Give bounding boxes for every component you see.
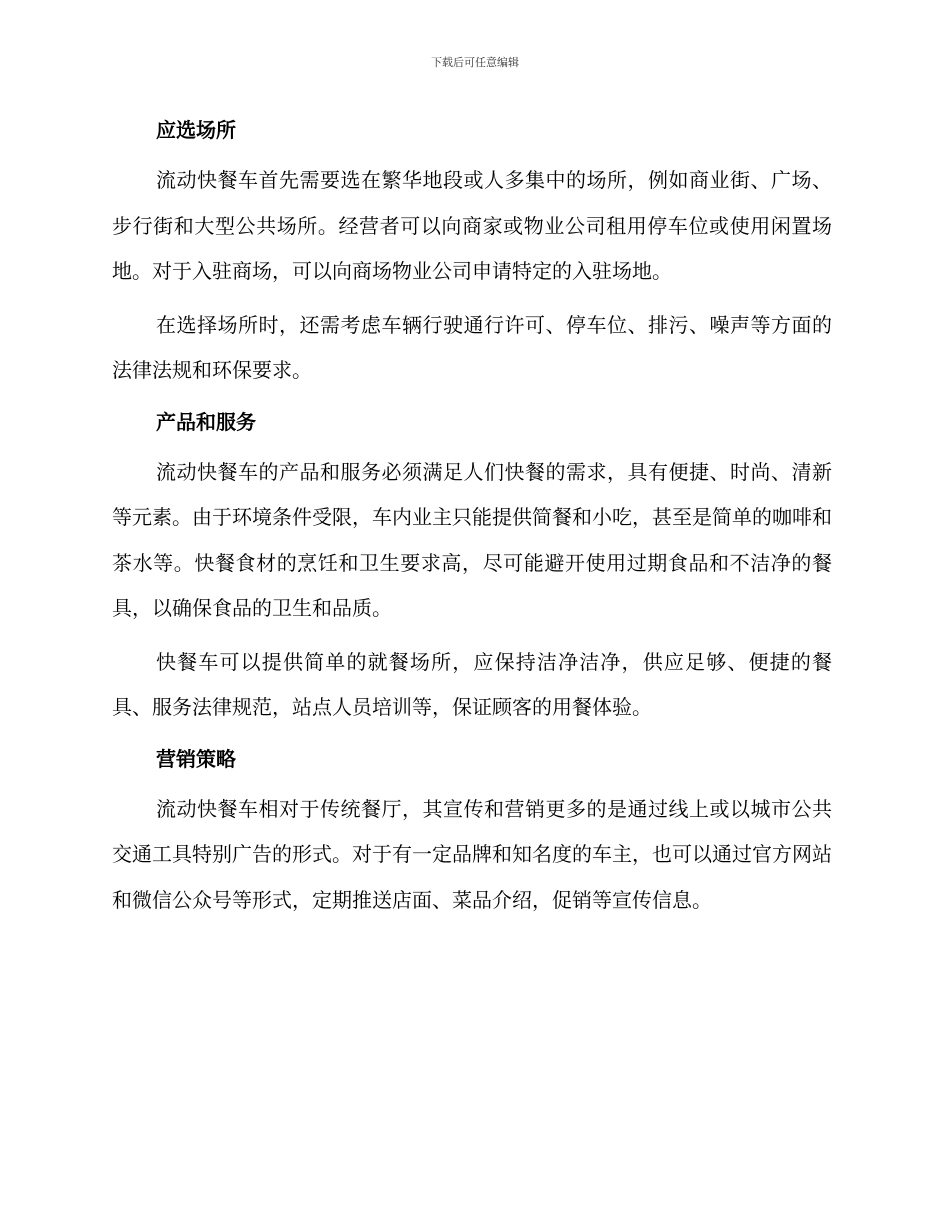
document-body — [112, 110, 832, 931]
paragraph: 流动快餐车首先需要选在繁华地段或人多集中的场所，例如商业街、广场、步行街和大型公共场所。经营者可以向商家或物业公司租用停车位或使用闲置场地。对于入驻商场，可以向商场物业公司申请特定的入驻场地。 — [112, 168, 832, 283]
section-heading-marketing: 营销策略 — [156, 746, 236, 771]
page-header: 下载后可任意编辑 — [431, 56, 519, 69]
section-heading-venue: 应选场所 — [156, 118, 236, 142]
paragraph: 在选择场所时，还需考虑车辆行驶通行许可、停车位、排污、噪声等方面的法律法规和环保要求。 — [112, 312, 832, 382]
section-heading-products: 产品和服务 — [156, 409, 256, 434]
paragraph: 快餐车可以提供简单的就餐场所，应保持洁净洁净，供应足够、便捷的餐具、服务法律规范，站点人员培训等，保证顾客的用餐体验。 — [112, 649, 832, 719]
paragraph: 流动快餐车的产品和服务必须满足人们快餐的需求，具有便捷、时尚、清新等元素。由于环境条件受限，车内业主只能提供简餐和小吃，甚至是简单的咖啡和茶水等。快餐食材的烹饪和卫生要求高，尽可能避开使用过期食品和不洁净的餐具，以确保食品的卫生和品质。 — [112, 459, 832, 620]
paragraph: 流动快餐车相对于传统餐厅，其宣传和营销更多的是通过线上或以城市公共交通工具特别广告的形式。对于有一定品牌和知名度的车主，也可以通过官方网站和微信公众号等形式，定期推送店面、菜品介绍，促销等宣传信息。 — [112, 796, 832, 912]
